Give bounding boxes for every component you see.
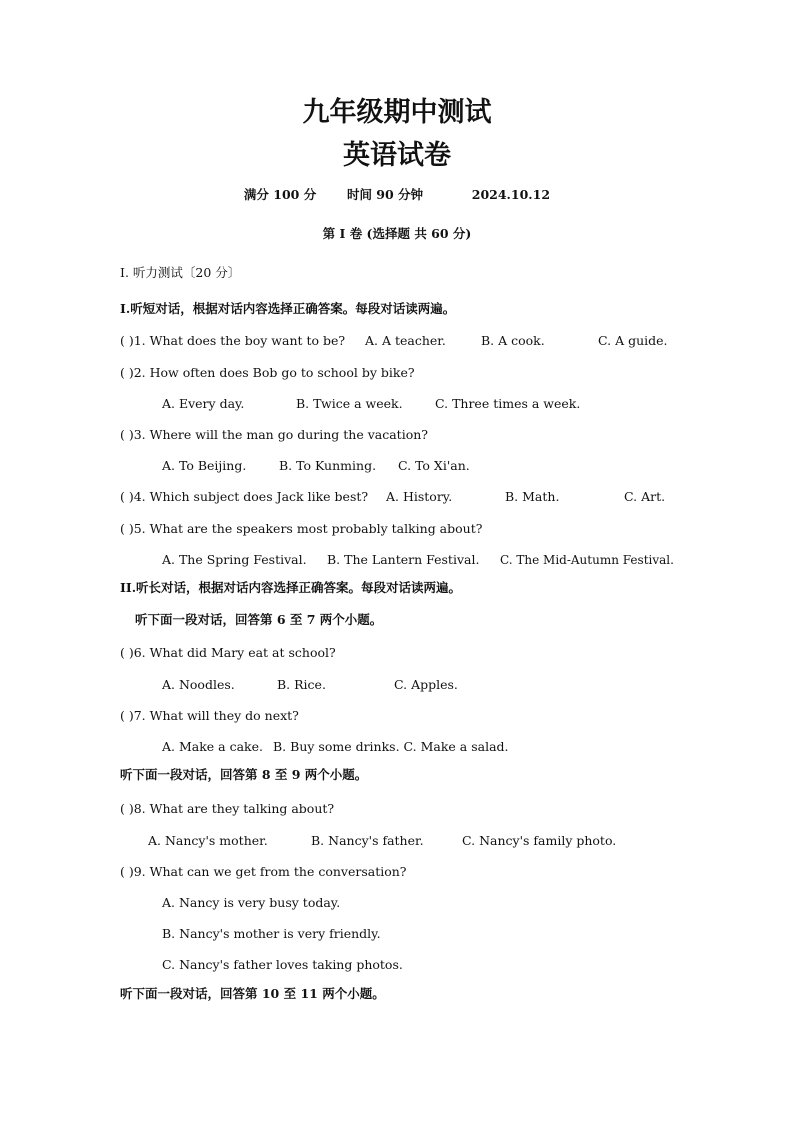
question-7: ( )7. What will they do next? (120, 708, 299, 723)
option-2a: A. Every day. (162, 396, 245, 411)
part1-instruction: I.听短对话，根据对话内容选择正确答案。每段对话读两遍。 (120, 301, 456, 316)
option-7bc: B. Buy some drinks. C. Make a salad. (273, 739, 509, 754)
option-2c: C. Three times a week. (435, 396, 581, 411)
exam-date: 2024.10.12 (471, 187, 551, 202)
sub-instruction-10-11: 听下面一段对话，回答第 10 至 11 两个小题。 (120, 986, 385, 1001)
question-8: ( )8. What are they talking about? (120, 801, 335, 816)
exam-meta (0, 185, 794, 203)
option-8c: C. Nancy's family photo. (462, 833, 617, 848)
sub-instruction-8-9: 听下面一段对话，回答第 8 至 9 两个小题。 (120, 767, 368, 782)
option-5c: C. The Mid-Autumn Festival. (500, 553, 674, 567)
option-6a: A. Noodles. (162, 677, 235, 692)
question-4: ( )4. Which subject does Jack like best? (120, 489, 369, 504)
option-9b: B. Nancy's mother is very friendly. (162, 926, 381, 941)
question-5: ( )5. What are the speakers most probably talking about? (120, 521, 483, 536)
option-8b: B. Nancy's father. (311, 833, 424, 848)
option-4b: B. Math. (505, 489, 560, 504)
option-9c: C. Nancy's father loves taking photos. (162, 957, 403, 972)
option-4c: C. Art. (624, 489, 666, 504)
total-score: 满分 100 分 (243, 187, 317, 202)
question-3: ( )3. Where will the man go during the vacation? (120, 427, 428, 442)
sub-instruction-6-7: 听下面一段对话，回答第 6 至 7 两个小题。 (135, 612, 383, 627)
option-1a: A. A teacher. (365, 333, 446, 348)
option-8a: A. Nancy's mother. (148, 833, 268, 848)
option-3c: C. To Xi'an. (398, 458, 470, 473)
section-title-listening: Ⅰ. 听力测试〔20 分〕 (120, 265, 241, 280)
question-2: ( )2. How often does Bob go to school by bike? (120, 365, 415, 380)
question-6: ( )6. What did Mary eat at school? (120, 645, 336, 660)
option-4a: A. History. (386, 489, 453, 504)
option-6c: C. Apples. (394, 677, 458, 692)
option-1c: C. A guide. (598, 333, 668, 348)
option-3a: A. To Beijing. (162, 458, 247, 473)
option-7a: A. Make a cake. (162, 739, 263, 754)
part2-instruction: II.听长对话，根据对话内容选择正确答案。每段对话读两遍。 (120, 580, 462, 595)
exam-duration: 时间 90 分钟 (346, 187, 424, 202)
option-2b: B. Twice a week. (296, 396, 403, 411)
option-3b: B. To Kunming. (279, 458, 377, 473)
exam-title: 九年级期中测试 (302, 97, 492, 128)
question-9: ( )9. What can we get from the conversation? (120, 864, 407, 879)
option-1b: B. A cook. (481, 333, 545, 348)
exam-subtitle: 英语试卷 (343, 140, 451, 171)
option-5b: B. The Lantern Festival. (327, 552, 480, 567)
volume-heading: 第 I 卷 (选择题 共 60 分) (322, 226, 472, 241)
option-5a: A. The Spring Festival. (162, 552, 307, 567)
question-1: ( )1. What does the boy want to be? (120, 333, 346, 348)
option-6b: B. Rice. (277, 677, 326, 692)
option-9a: A. Nancy is very busy today. (162, 895, 341, 910)
